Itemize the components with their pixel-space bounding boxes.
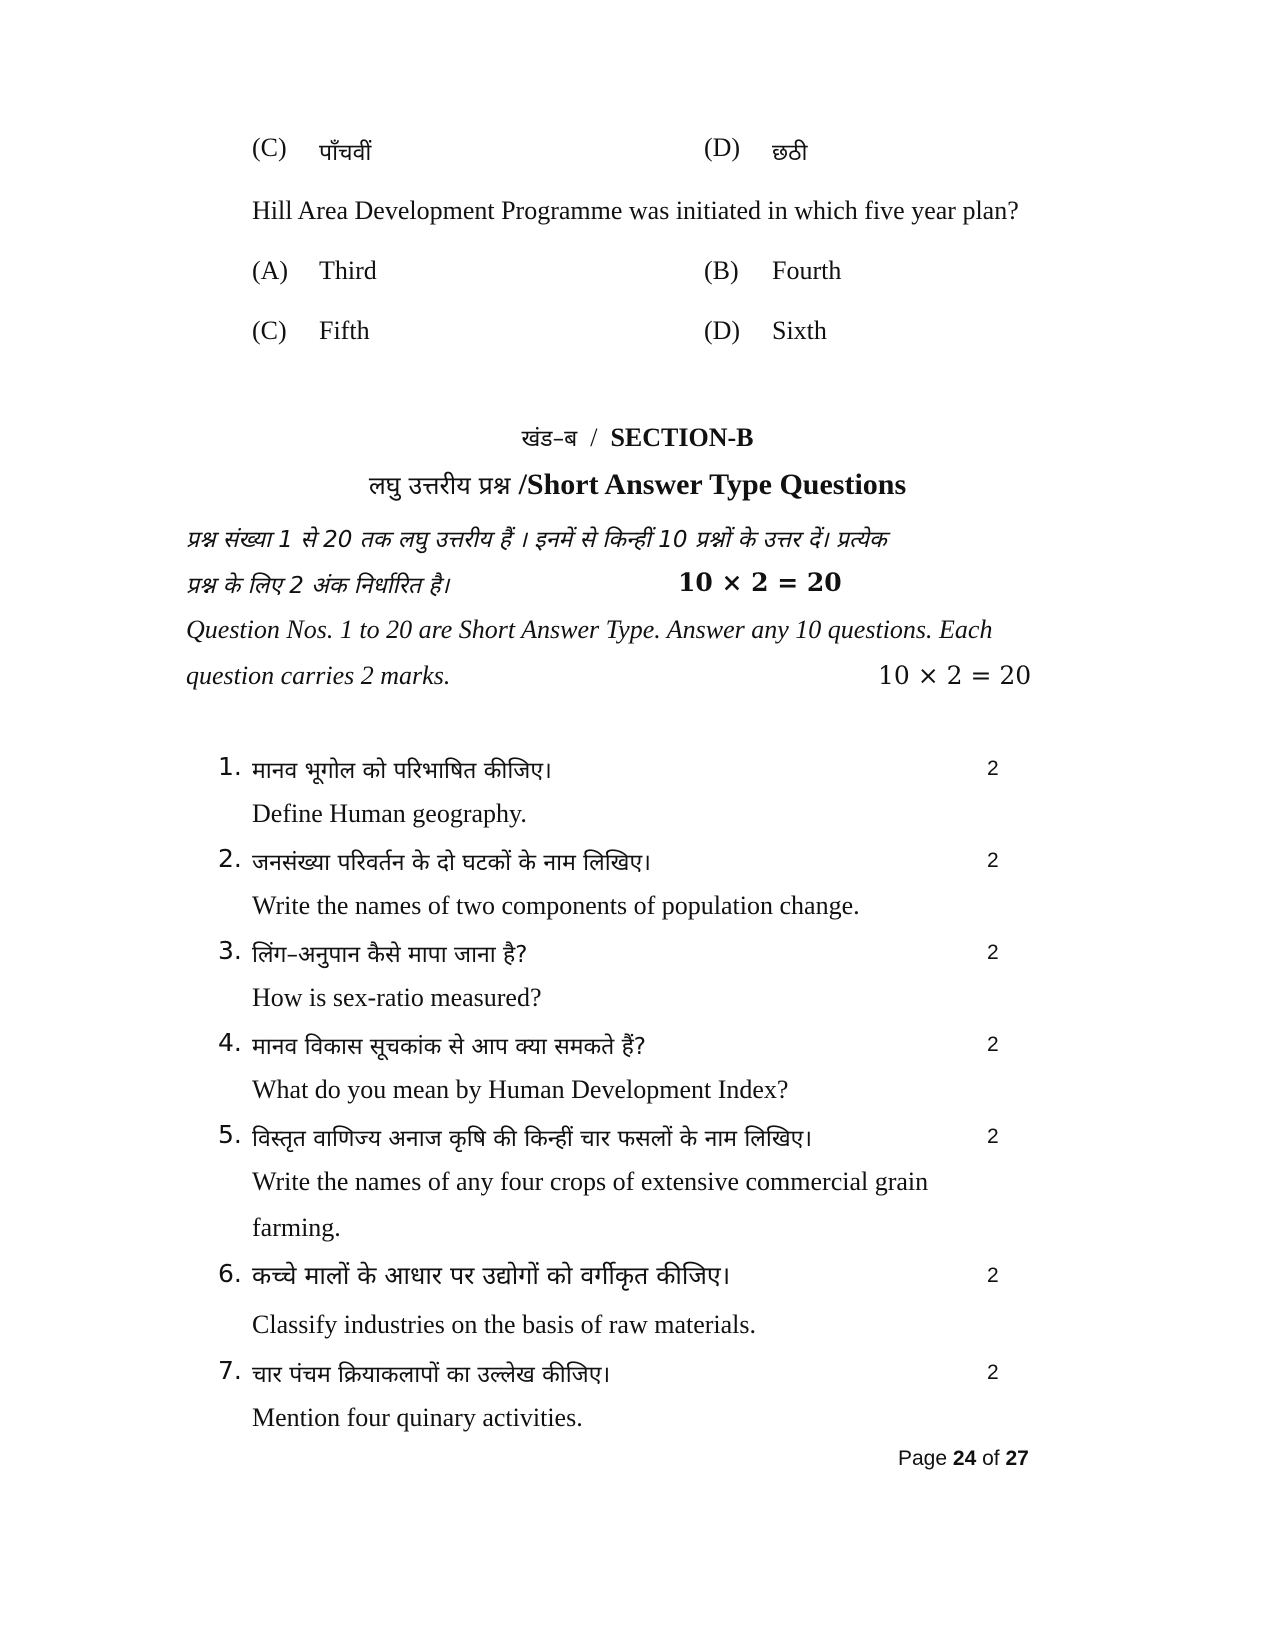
question-1-hindi: मानव भूगोल को परिभाषित कीजिए। xyxy=(252,758,552,784)
question-6-hindi: कच्चे मालों के आधार पर उद्योगों को वर्गीकृत कीजिए। xyxy=(252,1261,731,1290)
question-6-number: 6. xyxy=(218,1259,242,1288)
section-subtitle-english: Short Answer Type Questions xyxy=(526,468,907,501)
section-subtitle xyxy=(0,468,1275,502)
question-5-number: 5. xyxy=(218,1120,242,1149)
section-heading xyxy=(0,421,1275,453)
question-6-english: Classify industries on the basis of raw materials. xyxy=(252,1310,757,1339)
question-1-marks: 2 xyxy=(987,757,999,780)
page-number-current: 24 xyxy=(952,1447,977,1470)
instructions-hindi-line2: प्रश्न के लिए 2 अंक निर्धारित है। xyxy=(186,573,450,599)
question-7-number: 7. xyxy=(218,1356,242,1385)
question-4-english: What do you mean by Human Development Index? xyxy=(252,1075,789,1104)
section-subtitle-separator: / xyxy=(518,468,527,501)
section-subtitle-hindi: लघु उत्तरीय प्रश्न xyxy=(368,471,511,500)
question-5-english-line1: Write the names of any four crops of extensive commercial grain xyxy=(252,1167,929,1196)
instructions-english-line1: Question Nos. 1 to 20 are Short Answer Type. Answer any 10 questions. Each xyxy=(186,615,993,644)
question-4-number: 4. xyxy=(218,1028,242,1057)
question-6-marks: 2 xyxy=(987,1264,999,1287)
page-footer xyxy=(898,1447,1029,1471)
question-1-number: 1. xyxy=(218,752,242,781)
question-2-marks: 2 xyxy=(987,849,999,872)
section-heading-english: SECTION-B xyxy=(610,423,754,452)
section-heading-separator: / xyxy=(590,423,598,452)
mcq-option-a-label: (A) xyxy=(252,256,289,285)
mcq-option-c-label: (C) xyxy=(252,316,287,345)
question-3-number: 3. xyxy=(218,936,242,965)
question-3-marks: 2 xyxy=(987,941,999,964)
mcq-option-a-text: Third xyxy=(319,256,377,285)
question-7-marks: 2 xyxy=(987,1361,999,1384)
mcq-option-d-text: Sixth xyxy=(772,316,827,345)
question-7-hindi: चार पंचम क्रियाकलापों का उल्लेख कीजिए। xyxy=(252,1362,611,1388)
question-2-english: Write the names of two components of population change. xyxy=(252,891,860,920)
option-d-label: (D) xyxy=(704,133,741,162)
instructions-english-formula: 10 × 2 = 20 xyxy=(878,661,1032,690)
question-4-marks: 2 xyxy=(987,1033,999,1056)
mcq-question: Hill Area Development Programme was initiated in which five year plan? xyxy=(252,196,1019,225)
mcq-option-b-text: Fourth xyxy=(772,256,842,285)
question-5-marks: 2 xyxy=(987,1125,999,1148)
page-footer-prefix: Page xyxy=(898,1447,948,1470)
question-3-english: How is sex-ratio measured? xyxy=(252,983,542,1012)
page-footer-of: of xyxy=(982,1447,1000,1470)
mcq-option-c-text: Fifth xyxy=(319,316,370,345)
instructions-hindi-formula: 10 × 2 = 20 xyxy=(678,568,842,597)
mcq-option-d-label: (D) xyxy=(704,316,741,345)
option-c-label: (C) xyxy=(252,133,287,162)
question-4-hindi: मानव विकास सूचकांक से आप क्या समकते हैं? xyxy=(252,1034,647,1060)
question-3-hindi: लिंग–अनुपान कैसे मापा जाना है? xyxy=(252,942,528,968)
option-c-text: पाँचवीं xyxy=(319,140,372,166)
question-2-number: 2. xyxy=(218,844,242,873)
section-heading-hindi: खंड–ब xyxy=(521,426,578,452)
question-7-english: Mention four quinary activities. xyxy=(252,1403,583,1432)
mcq-option-b-label: (B) xyxy=(704,256,739,285)
question-5-english-line2: farming. xyxy=(252,1213,341,1242)
question-2-hindi: जनसंख्या परिवर्तन के दो घटकों के नाम लिखिए। xyxy=(252,850,651,876)
question-1-english: Define Human geography. xyxy=(252,799,527,828)
question-5-hindi: विस्तृत वाणिज्य अनाज कृषि की किन्हीं चार फसलों के नाम लिखिए। xyxy=(252,1126,813,1152)
instructions-english-line2: question carries 2 marks. xyxy=(186,661,451,690)
page-number-total: 27 xyxy=(1005,1447,1029,1470)
instructions-hindi-line1: प्रश्न संख्या 1 से 20 तक लघु उत्तरीय हैं । इनमें से किन्हीं 10 प्रश्नों के उत्तर दें। प्रत्येक xyxy=(186,527,887,553)
option-d-text: छठी xyxy=(772,140,808,166)
